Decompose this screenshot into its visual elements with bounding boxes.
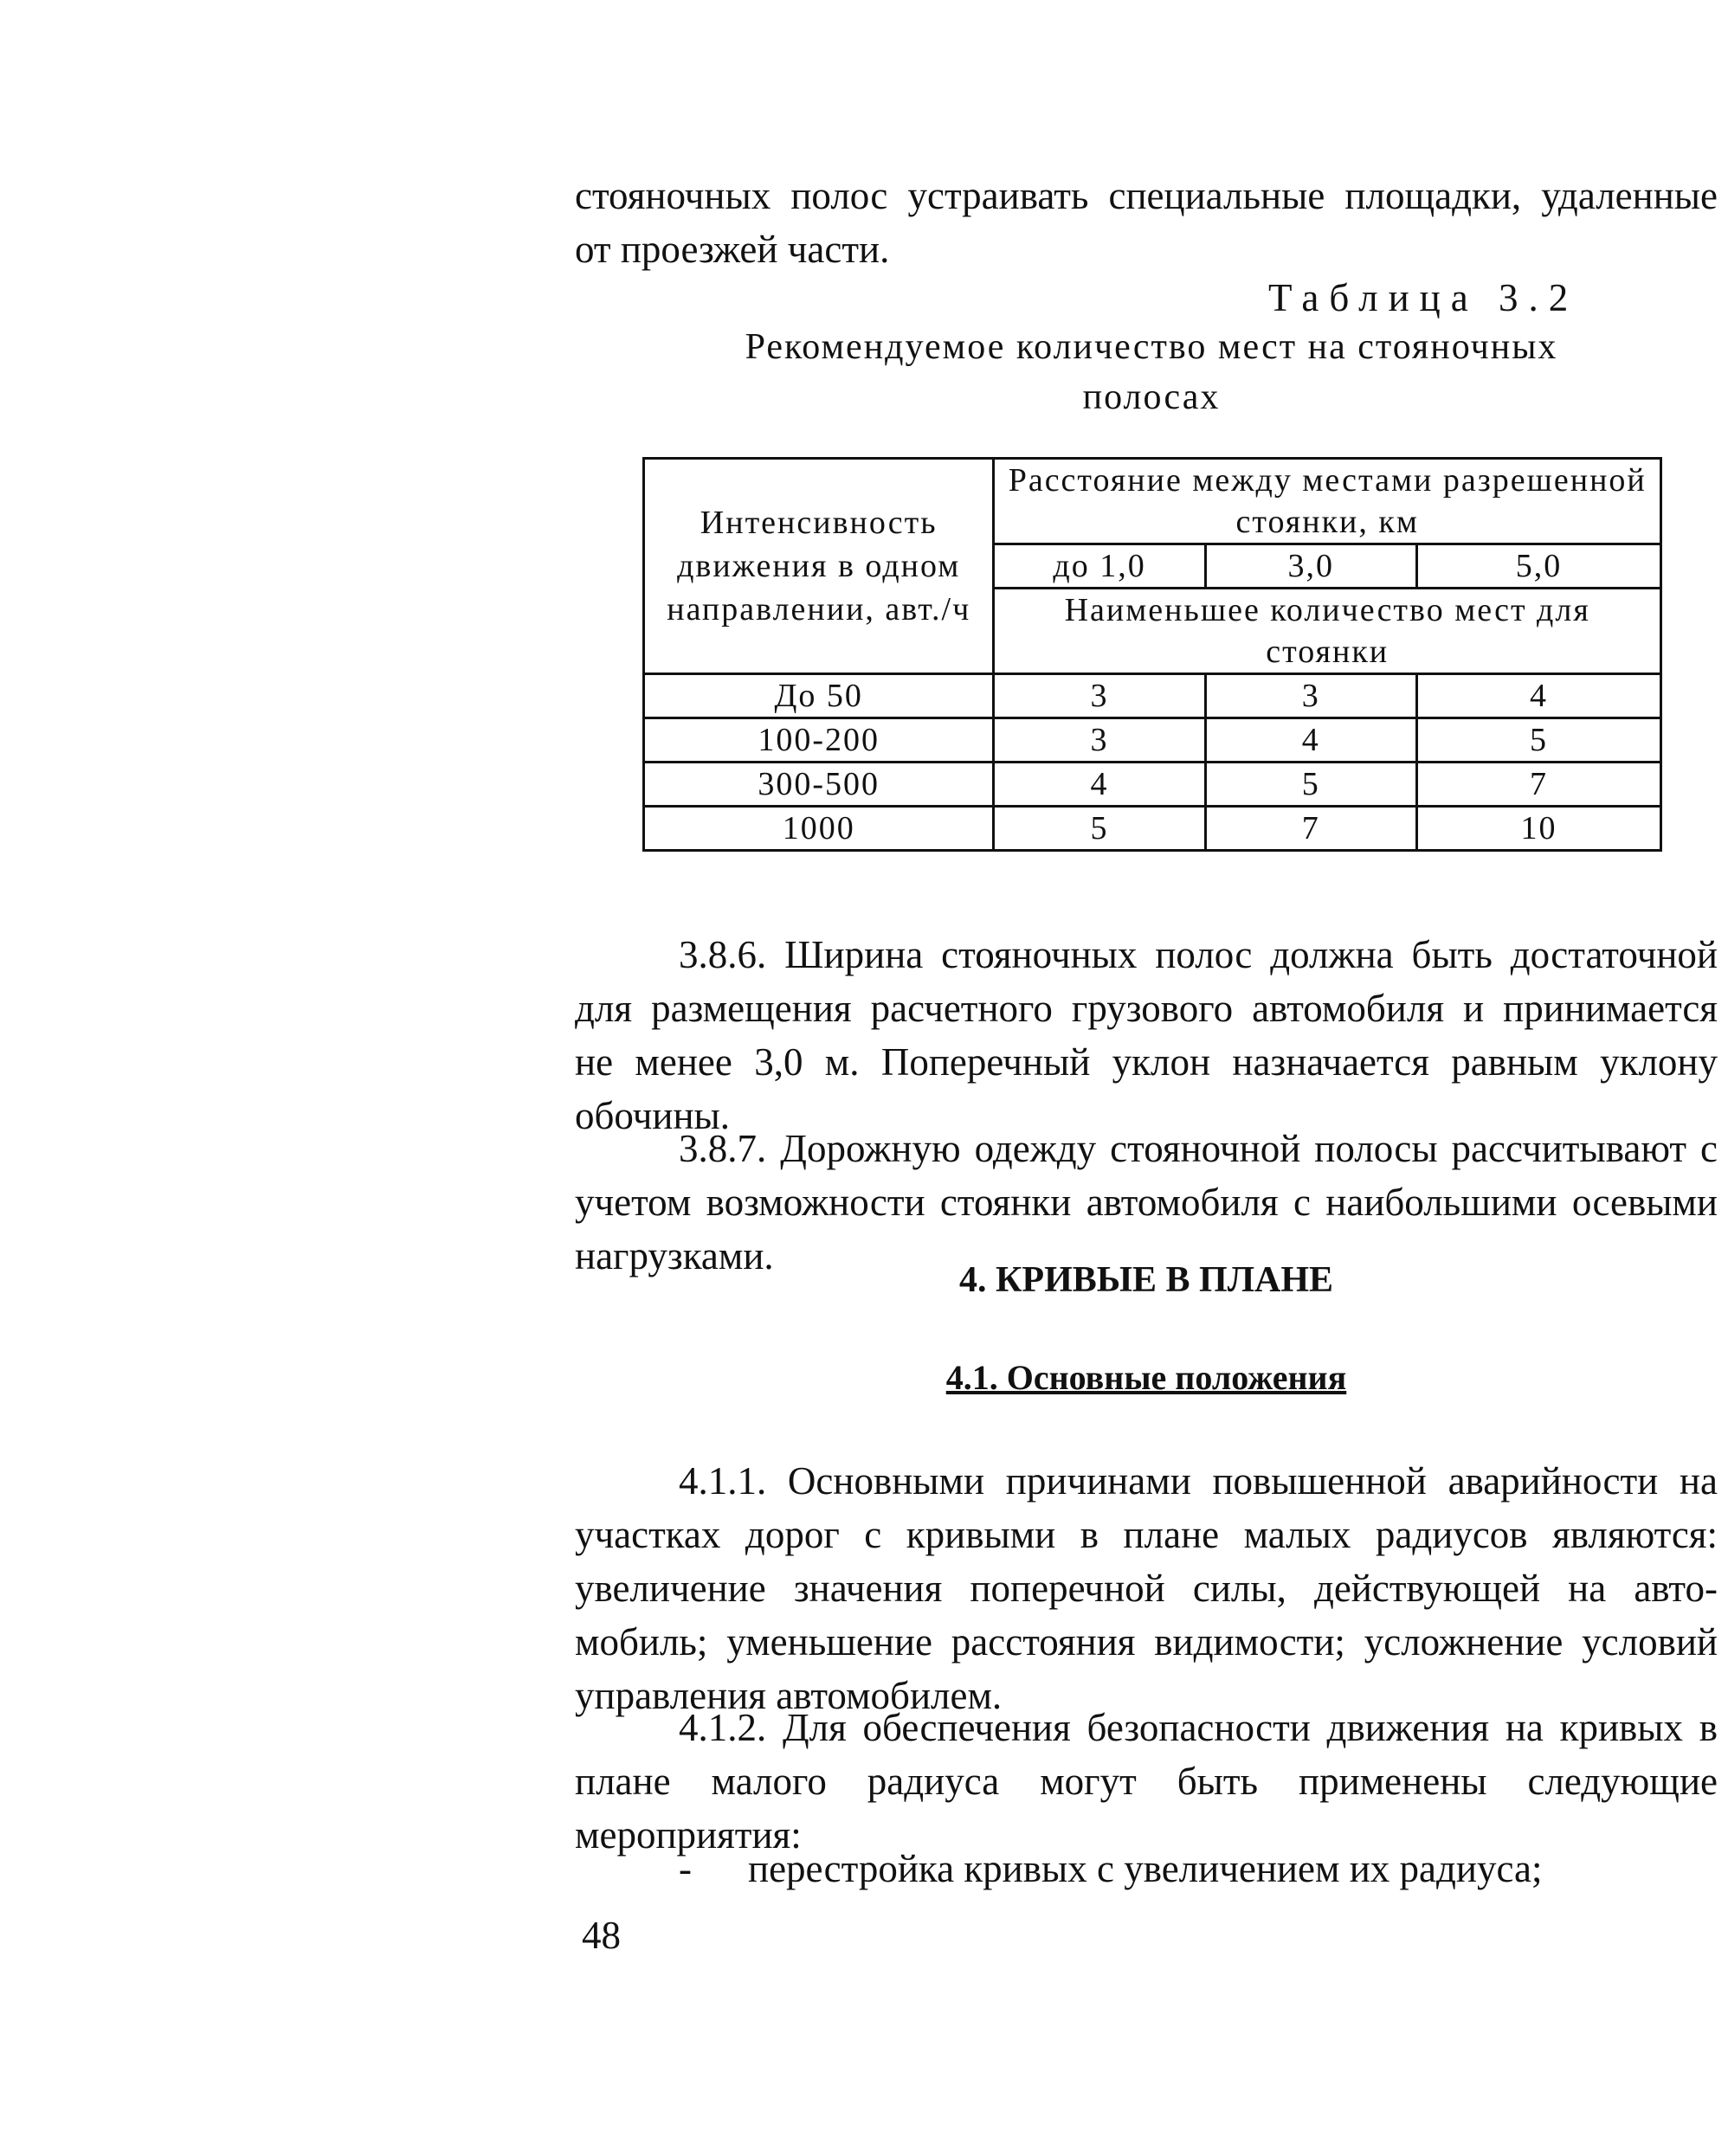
p387-line-3: нагрузками. (575, 1234, 774, 1278)
table-row (644, 718, 1661, 763)
table-caption (675, 322, 1628, 422)
intensity-cell: 300-500 (644, 763, 994, 807)
value-cell: 5 (1205, 763, 1416, 807)
p412-line-3: мероприятия: (575, 1813, 802, 1857)
value-cell: 3 (1205, 674, 1416, 718)
intensity-header: Интенсивность движения в одном направлении, авт./ч (644, 459, 994, 674)
paragraph-3-8-6 (575, 928, 1718, 1142)
subsection-heading (575, 1357, 1718, 1398)
value-cell: 7 (1205, 807, 1416, 851)
table-row (644, 763, 1661, 807)
paragraph-4-1-1 (575, 1454, 1718, 1722)
p411-line-4: мобиль; уменьшение расстояния видимости; усложнение условий (575, 1620, 1718, 1664)
intro-line-2: от проезжей части. (575, 228, 890, 271)
paragraph-4-1-2 (575, 1701, 1718, 1862)
intensity-cell: 100-200 (644, 718, 994, 763)
p386-line-3: не менее 3,0 м. Поперечный уклон назначается равным уклону (575, 1040, 1718, 1084)
p387-line-1: 3.8.7. Дорожную одежду стояночной полосы рассчитывают с (679, 1127, 1718, 1170)
distance-col-2: 3,0 (1205, 544, 1416, 589)
table-number-label: Таблица 3.2 (1268, 276, 1579, 319)
p411-line-5: управления автомобилем. (575, 1674, 1003, 1717)
distance-col-3: 5,0 (1416, 544, 1660, 589)
p411-line-1: 4.1.1. Основными причинами повышенной аварийности на (679, 1459, 1718, 1503)
value-cell: 5 (994, 807, 1205, 851)
p387-line-2: учетом возможности стоянки автомобиля с наибольшими осевыми (575, 1181, 1718, 1224)
value-cell: 4 (1416, 674, 1660, 718)
value-cell: 7 (1416, 763, 1660, 807)
subsection-heading-text: 4.1. Основные положения (945, 1358, 1347, 1397)
value-cell: 5 (1416, 718, 1660, 763)
intensity-cell: 1000 (644, 807, 994, 851)
p412-line-1: 4.1.2. Для обеспечения безопасности движения на кривых в (679, 1706, 1718, 1749)
p386-line-4: обочины. (575, 1094, 731, 1137)
p386-line-2: для размещения расчетного грузового автомобиля и принимается (575, 987, 1718, 1030)
parking-places-table (642, 457, 1662, 852)
table-caption-line-1: Рекомендуемое количество мест на стояночных (745, 327, 1558, 367)
value-cell: 10 (1416, 807, 1660, 851)
value-cell: 3 (994, 674, 1205, 718)
p411-line-2: участках дорог с кривыми в плане малых радиусов являются: (575, 1513, 1718, 1556)
distance-header: Расстояние между местами разрешенной стоянки, км (994, 459, 1661, 544)
list-dash: - (679, 1847, 692, 1890)
section-heading: 4. КРИВЫЕ В ПЛАНЕ (958, 1260, 1334, 1300)
p412-line-2: плане малого радиуса могут быть применены следующие (575, 1760, 1718, 1803)
p411-line-3: увеличение значения поперечной силы, действующей на авто- (575, 1567, 1718, 1610)
list-item-text: перестройка кривых с увеличением их радиуса; (748, 1847, 1543, 1890)
places-header: Наименьшее количество мест для стоянки (994, 589, 1661, 674)
distance-col-1: до 1,0 (994, 544, 1205, 589)
p386-line-1: 3.8.6. Ширина стояночных полос должна быть достаточной (679, 933, 1718, 976)
value-cell: 3 (994, 718, 1205, 763)
intro-paragraph (575, 169, 1718, 276)
page-number: 48 (582, 1914, 621, 1957)
table-row (644, 674, 1661, 718)
intro-line-1: стояночных полос устраивать специальные площадки, удаленные (575, 174, 1718, 217)
intensity-cell: До 50 (644, 674, 994, 718)
table-caption-line-2: полосах (1082, 377, 1221, 417)
table-row (644, 807, 1661, 851)
value-cell: 4 (1205, 718, 1416, 763)
value-cell: 4 (994, 763, 1205, 807)
